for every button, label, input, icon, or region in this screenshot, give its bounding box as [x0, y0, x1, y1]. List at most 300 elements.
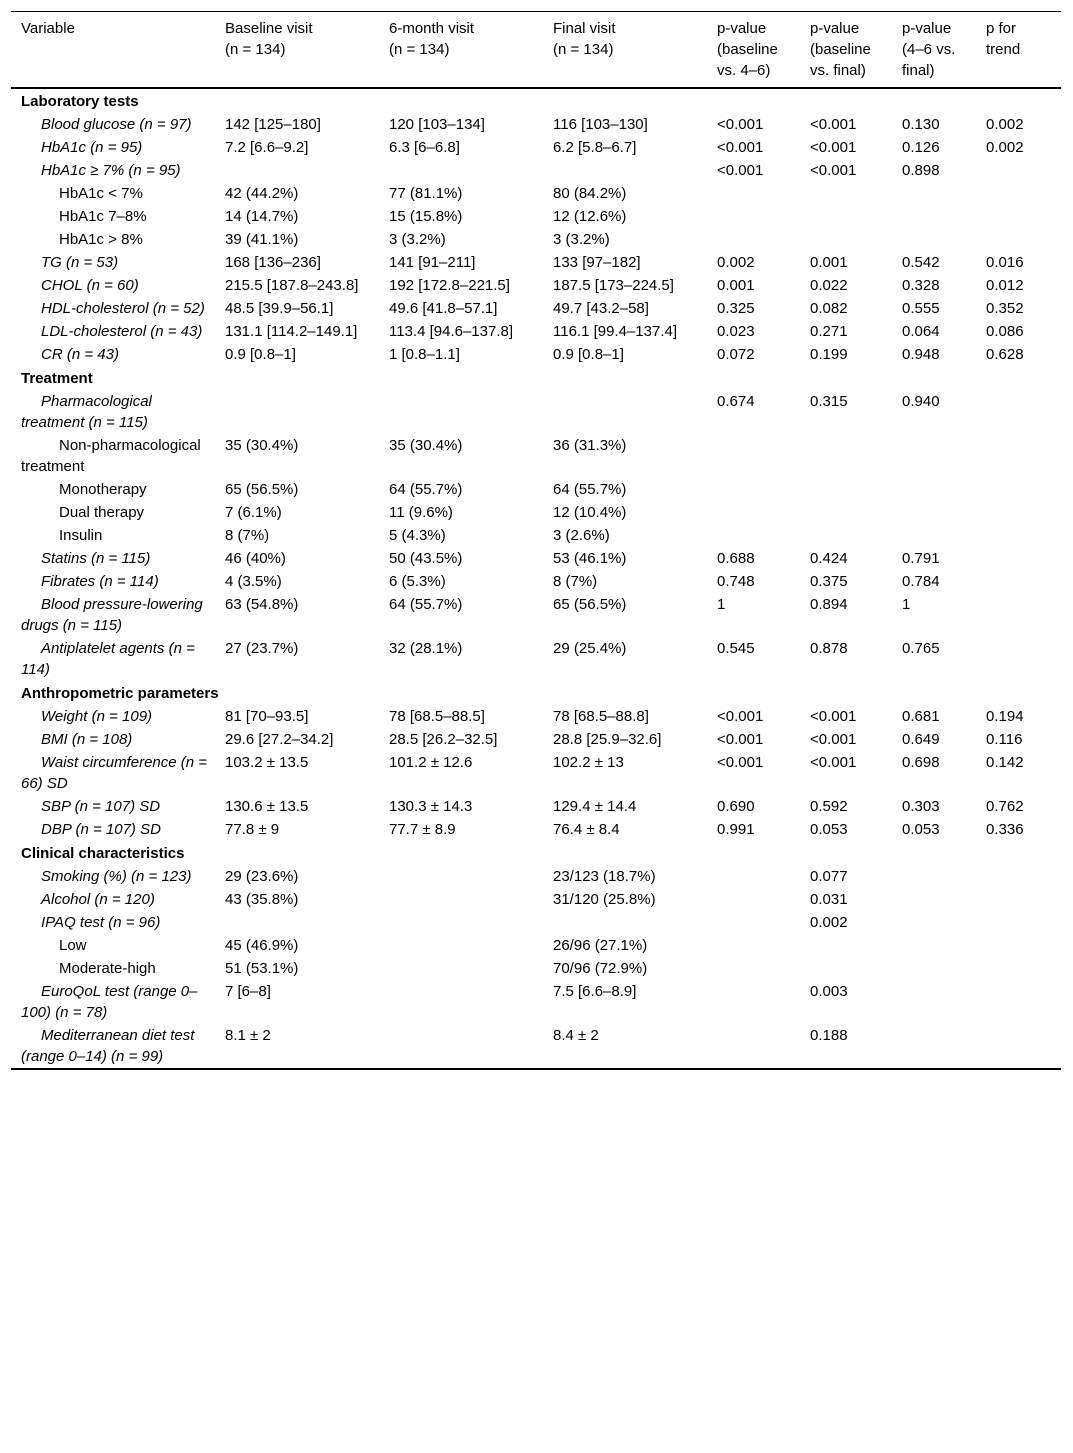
table-row: [11, 228, 1061, 251]
table-cell: 130.6 ± 13.5: [225, 798, 309, 815]
row-label-text: Alcohol (n = 120): [41, 891, 155, 908]
table-cell: 46 (40%): [225, 550, 286, 567]
table-row: [11, 728, 1061, 751]
row-label: [11, 274, 215, 297]
table-cell: [892, 501, 976, 524]
row-label: [11, 888, 215, 911]
table-cell: <0.001: [717, 708, 764, 725]
table-cell: 0.031: [810, 891, 848, 908]
table-cell: [800, 934, 892, 957]
table-cell: [976, 980, 1061, 1024]
table-row: [11, 524, 1061, 547]
table-cell: 0.698: [902, 754, 940, 771]
row-label: [11, 751, 215, 795]
table-cell: [976, 570, 1061, 593]
table-cell: 0.053: [902, 821, 940, 838]
row-label: [11, 911, 215, 934]
table-cell: [892, 228, 976, 251]
table-cell: 49.6 [41.8–57.1]: [389, 300, 498, 317]
table-cell: 42 (44.2%): [225, 185, 299, 202]
table-cell: 130.3 ± 14.3: [389, 798, 473, 815]
table-cell: [379, 1024, 543, 1069]
table-cell: 0.130: [902, 116, 940, 133]
section-title: Anthropometric parameters: [21, 685, 219, 702]
table-cell: 0.542: [902, 254, 940, 271]
table-cell: [215, 911, 379, 934]
table-cell: 1 [0.8–1.1]: [389, 346, 460, 363]
table-cell: <0.001: [810, 162, 857, 179]
table-cell: [892, 1024, 976, 1069]
table-row: [11, 274, 1061, 297]
table-cell: [892, 865, 976, 888]
table-cell: [543, 911, 707, 934]
row-label-text: Fibrates (n = 114): [41, 573, 159, 590]
row-label-text: Weight (n = 109): [41, 708, 153, 725]
table-cell: [892, 980, 976, 1024]
table-cell: [976, 434, 1061, 478]
table-row: [11, 113, 1061, 136]
table-cell: 0.336: [986, 821, 1024, 838]
table-cell: 0.628: [986, 346, 1024, 363]
table-cell: [800, 478, 892, 501]
table-row: [11, 637, 1061, 681]
table-row: [11, 818, 1061, 841]
table-cell: [892, 957, 976, 980]
table-cell: [707, 434, 800, 478]
row-label-text: Monotherapy: [59, 481, 147, 498]
table-cell: 0.194: [986, 708, 1024, 725]
table-cell: 77 (81.1%): [389, 185, 463, 202]
row-label: [11, 205, 215, 228]
table-cell: 0.894: [810, 596, 848, 613]
table-cell: <0.001: [810, 708, 857, 725]
row-label: [11, 501, 215, 524]
table-cell: 8.1 ± 2: [225, 1027, 271, 1044]
row-label-text: EuroQoL test (range 0–100) (n = 78): [21, 983, 198, 1021]
table-cell: [215, 390, 379, 434]
table-cell: 3 (3.2%): [389, 231, 446, 248]
table-row: [11, 390, 1061, 434]
row-label-text: HDL-cholesterol (n = 52): [41, 300, 205, 317]
table-cell: 76.4 ± 8.4: [553, 821, 620, 838]
table-cell: 0.545: [717, 640, 755, 657]
table-cell: 51 (53.1%): [225, 960, 299, 977]
table-cell: <0.001: [810, 139, 857, 156]
row-label: [11, 136, 215, 159]
table-cell: 35 (30.4%): [389, 437, 463, 454]
table-cell: 36 (31.3%): [553, 437, 627, 454]
table-cell: 28.8 [25.9–32.6]: [553, 731, 662, 748]
table-cell: [976, 888, 1061, 911]
table-cell: 5 (4.3%): [389, 527, 446, 544]
table-cell: [707, 228, 800, 251]
table-cell: 78 [68.5–88.5]: [389, 708, 485, 725]
table-cell: 0.791: [902, 550, 940, 567]
row-label-text: HbA1c > 8%: [59, 231, 143, 248]
row-label-text: DBP (n = 107) SD: [41, 821, 161, 838]
table-cell: 0.690: [717, 798, 755, 815]
table-cell: 0.023: [717, 323, 755, 340]
row-label: [11, 934, 215, 957]
table-cell: 4 (3.5%): [225, 573, 282, 590]
table-cell: 29 (23.6%): [225, 868, 299, 885]
table-cell: 39 (41.1%): [225, 231, 299, 248]
table-cell: 64 (55.7%): [553, 481, 627, 498]
table-cell: 0.016: [986, 254, 1024, 271]
row-label-text: Insulin: [59, 527, 103, 544]
table-cell: [707, 957, 800, 980]
table-cell: 6 (5.3%): [389, 573, 446, 590]
table-cell: 77.7 ± 8.9: [389, 821, 456, 838]
table-cell: 29.6 [27.2–34.2]: [225, 731, 334, 748]
row-label: [11, 343, 215, 366]
table-cell: [800, 228, 892, 251]
row-label: [11, 980, 215, 1024]
table-cell: 65 (56.5%): [553, 596, 627, 613]
table-cell: 116 [103–130]: [553, 116, 648, 133]
table-cell: 0.126: [902, 139, 940, 156]
table-cell: 6.2 [5.8–6.7]: [553, 139, 637, 156]
table-cell: [707, 934, 800, 957]
table-cell: [976, 228, 1061, 251]
table-cell: [976, 865, 1061, 888]
table-cell: [379, 957, 543, 980]
table-cell: 63 (54.8%): [225, 596, 299, 613]
table-cell: 0.649: [902, 731, 940, 748]
table-row: [11, 251, 1061, 274]
table-row: [11, 911, 1061, 934]
table-cell: 50 (43.5%): [389, 550, 463, 567]
table-cell: [892, 478, 976, 501]
table-cell: 49.7 [43.2–58]: [553, 300, 649, 317]
table-cell: [707, 865, 800, 888]
table-cell: [707, 911, 800, 934]
row-label: [11, 818, 215, 841]
row-label-text: CR (n = 43): [41, 346, 119, 363]
table-cell: 0.748: [717, 573, 755, 590]
table-cell: 1: [902, 596, 911, 613]
table-cell: <0.001: [717, 731, 764, 748]
header-p-trend: p for trend: [976, 12, 1061, 89]
table-cell: 0.001: [810, 254, 848, 271]
table-cell: 0.188: [810, 1027, 848, 1044]
table-body: [11, 88, 1061, 1069]
table-cell: 0.002: [986, 139, 1024, 156]
table-cell: 0.9 [0.8–1]: [553, 346, 624, 363]
table-cell: [800, 957, 892, 980]
section-header-row: [11, 841, 1061, 865]
table-row: [11, 705, 1061, 728]
table-cell: 29 (25.4%): [553, 640, 627, 657]
table-cell: 0.688: [717, 550, 755, 567]
table-cell: 116.1 [99.4–137.4]: [553, 323, 677, 340]
table-cell: 28.5 [26.2–32.5]: [389, 731, 498, 748]
table-row: [11, 570, 1061, 593]
table-cell: [892, 911, 976, 934]
table-cell: [976, 501, 1061, 524]
table-cell: <0.001: [810, 731, 857, 748]
table-cell: 7.2 [6.6–9.2]: [225, 139, 309, 156]
table-row: [11, 1024, 1061, 1069]
row-label-text: HbA1c ≥ 7% (n = 95): [41, 162, 181, 179]
table-cell: [976, 159, 1061, 182]
table-cell: [379, 911, 543, 934]
row-label: [11, 795, 215, 818]
results-table: [11, 11, 1061, 1070]
table-cell: 0.022: [810, 277, 848, 294]
header-p-baseline-vs-final: p-value (baseline vs. final): [800, 12, 892, 89]
table-cell: 0.064: [902, 323, 940, 340]
row-label: [11, 478, 215, 501]
table-cell: [707, 205, 800, 228]
table-row: [11, 593, 1061, 637]
table-cell: [800, 205, 892, 228]
table-cell: 0.762: [986, 798, 1024, 815]
table-cell: [976, 637, 1061, 681]
table-cell: <0.001: [810, 116, 857, 133]
row-label: [11, 159, 215, 182]
table-cell: 0.315: [810, 393, 848, 410]
table-cell: 77.8 ± 9: [225, 821, 280, 838]
table-cell: [976, 593, 1061, 637]
header-p-4-6-vs-final: p-value (4–6 vs. final): [892, 12, 976, 89]
section-title: Laboratory tests: [21, 93, 139, 110]
table-row: [11, 888, 1061, 911]
row-label-text: Non-pharmacological treatment: [21, 437, 201, 475]
table-cell: [800, 524, 892, 547]
table-cell: 32 (28.1%): [389, 640, 463, 657]
header-six-month: 6-month visit (n = 134): [379, 12, 543, 89]
table-cell: 1: [717, 596, 726, 613]
table-cell: 168 [136–236]: [225, 254, 321, 271]
table-cell: 70/96 (72.9%): [553, 960, 648, 977]
table-cell: 12 (10.4%): [553, 504, 627, 521]
table-cell: 0.072: [717, 346, 755, 363]
table-cell: 0.077: [810, 868, 848, 885]
table-cell: 187.5 [173–224.5]: [553, 277, 674, 294]
table-cell: [379, 159, 543, 182]
table-cell: [892, 434, 976, 478]
row-label-text: IPAQ test (n = 96): [41, 914, 161, 931]
row-label: [11, 113, 215, 136]
table-cell: [800, 501, 892, 524]
table-cell: 7.5 [6.6–8.9]: [553, 983, 637, 1000]
row-label: [11, 320, 215, 343]
table-cell: 0.086: [986, 323, 1024, 340]
table-cell: 7 (6.1%): [225, 504, 282, 521]
table-cell: 0.784: [902, 573, 940, 590]
table-cell: 14 (14.7%): [225, 208, 299, 225]
table-cell: 0.002: [717, 254, 755, 271]
table-cell: [379, 888, 543, 911]
table-cell: 0.012: [986, 277, 1024, 294]
section-header-row: [11, 681, 1061, 705]
table-cell: 43 (35.8%): [225, 891, 299, 908]
table-cell: 103.2 ± 13.5: [225, 754, 309, 771]
row-label-text: Low: [59, 937, 87, 954]
table-cell: 80 (84.2%): [553, 185, 627, 202]
table-cell: 120 [103–134]: [389, 116, 485, 133]
table-cell: 0.001: [717, 277, 755, 294]
row-label-text: Blood pressure-lowering drugs (n = 115): [21, 596, 203, 634]
table-cell: [800, 434, 892, 478]
table-row: [11, 934, 1061, 957]
row-label: [11, 637, 215, 681]
table-cell: 65 (56.5%): [225, 481, 299, 498]
row-label: [11, 957, 215, 980]
table-row: [11, 136, 1061, 159]
table-cell: [707, 888, 800, 911]
table-cell: [976, 911, 1061, 934]
header-final: Final visit (n = 134): [543, 12, 707, 89]
row-label-text: Moderate-high: [59, 960, 156, 977]
row-label: [11, 251, 215, 274]
results-table-container: [11, 11, 1063, 1070]
table-cell: 0.674: [717, 393, 755, 410]
table-row: [11, 343, 1061, 366]
row-label: [11, 728, 215, 751]
table-row: [11, 751, 1061, 795]
header-variable: Variable: [11, 12, 215, 89]
table-row: [11, 434, 1061, 478]
section-header-row: [11, 88, 1061, 113]
table-cell: [976, 390, 1061, 434]
table-row: [11, 547, 1061, 570]
table-cell: [976, 478, 1061, 501]
table-row: [11, 297, 1061, 320]
table-cell: [707, 501, 800, 524]
table-cell: 7 [6–8]: [225, 983, 271, 1000]
table-cell: [707, 1024, 800, 1069]
table-cell: [892, 182, 976, 205]
section-title: Treatment: [21, 370, 93, 387]
table-row: [11, 320, 1061, 343]
table-cell: [892, 888, 976, 911]
table-row: [11, 182, 1061, 205]
table-row: [11, 957, 1061, 980]
section-header-row: [11, 366, 1061, 390]
row-label-text: TG (n = 53): [41, 254, 119, 271]
table-cell: [976, 934, 1061, 957]
row-label-text: Statins (n = 115): [41, 550, 151, 567]
table-cell: 0.116: [986, 731, 1023, 748]
table-cell: 0.991: [717, 821, 755, 838]
table-cell: [707, 478, 800, 501]
table-cell: [543, 390, 707, 434]
row-label-text: Mediterranean diet test (range 0–14) (n = 99): [21, 1027, 195, 1065]
table-cell: [707, 980, 800, 1024]
table-cell: 215.5 [187.8–243.8]: [225, 277, 359, 294]
table-cell: [976, 205, 1061, 228]
table-cell: 0.142: [986, 754, 1024, 771]
table-cell: 64 (55.7%): [389, 596, 463, 613]
table-cell: [707, 182, 800, 205]
table-row: [11, 865, 1061, 888]
row-label-text: Blood glucose (n = 97): [41, 116, 192, 133]
table-cell: [543, 159, 707, 182]
row-label: [11, 228, 215, 251]
table-cell: 8 (7%): [225, 527, 270, 544]
row-label: [11, 1024, 215, 1069]
table-cell: [800, 182, 892, 205]
table-cell: <0.001: [717, 754, 764, 771]
table-cell: 0.765: [902, 640, 940, 657]
table-cell: 142 [125–180]: [225, 116, 321, 133]
table-cell: 31/120 (25.8%): [553, 891, 656, 908]
table-cell: 8.4 ± 2: [553, 1027, 599, 1044]
row-label-text: HbA1c < 7%: [59, 185, 143, 202]
table-cell: 0.9 [0.8–1]: [225, 346, 296, 363]
table-row: [11, 795, 1061, 818]
table-cell: [976, 957, 1061, 980]
table-cell: 0.325: [717, 300, 755, 317]
row-label-text: Waist circumference (n = 66) SD: [21, 754, 208, 792]
table-cell: [379, 934, 543, 957]
row-label: [11, 524, 215, 547]
table-cell: 26/96 (27.1%): [553, 937, 648, 954]
table-row: [11, 478, 1061, 501]
row-label-text: HbA1c 7–8%: [59, 208, 147, 225]
table-cell: [379, 390, 543, 434]
table-cell: [379, 865, 543, 888]
table-cell: 15 (15.8%): [389, 208, 463, 225]
table-cell: [892, 934, 976, 957]
table-cell: 0.082: [810, 300, 848, 317]
table-cell: 0.303: [902, 798, 940, 815]
table-cell: [892, 205, 976, 228]
row-label: [11, 434, 215, 478]
table-cell: <0.001: [717, 139, 764, 156]
row-label-text: LDL-cholesterol (n = 43): [41, 323, 203, 340]
table-cell: 8 (7%): [553, 573, 598, 590]
header-p-baseline-vs-4-6: p-value (baseline vs. 4–6): [707, 12, 800, 89]
header-baseline: Baseline visit (n = 134): [215, 12, 379, 89]
table-cell: [215, 159, 379, 182]
row-label: [11, 390, 215, 434]
table-cell: 11 (9.6%): [389, 504, 453, 521]
row-label-text: Smoking (%) (n = 123): [41, 868, 192, 885]
table-cell: 35 (30.4%): [225, 437, 299, 454]
table-row: [11, 205, 1061, 228]
table-cell: <0.001: [810, 754, 857, 771]
table-cell: 0.681: [902, 708, 940, 725]
table-cell: 102.2 ± 13: [553, 754, 624, 771]
table-cell: 0.375: [810, 573, 848, 590]
row-label-text: CHOL (n = 60): [41, 277, 139, 294]
table-cell: 0.053: [810, 821, 848, 838]
table-cell: 81 [70–93.5]: [225, 708, 309, 725]
table-cell: 0.878: [810, 640, 848, 657]
table-cell: [976, 1024, 1061, 1069]
table-cell: 23/123 (18.7%): [553, 868, 656, 885]
table-cell: 0.003: [810, 983, 848, 1000]
table-cell: 0.424: [810, 550, 848, 567]
table-cell: 0.898: [902, 162, 940, 179]
table-cell: 6.3 [6–6.8]: [389, 139, 460, 156]
table-cell: 113.4 [94.6–137.8]: [389, 323, 513, 340]
table-cell: 64 (55.7%): [389, 481, 463, 498]
table-cell: 0.002: [810, 914, 848, 931]
table-cell: 0.002: [986, 116, 1024, 133]
table-cell: [379, 980, 543, 1024]
row-label: [11, 297, 215, 320]
table-row: [11, 501, 1061, 524]
table-header: [11, 12, 1061, 89]
table-cell: 133 [97–182]: [553, 254, 641, 271]
table-cell: 45 (46.9%): [225, 937, 299, 954]
section-title: Clinical characteristics: [21, 845, 185, 862]
table-cell: 0.940: [902, 393, 940, 410]
